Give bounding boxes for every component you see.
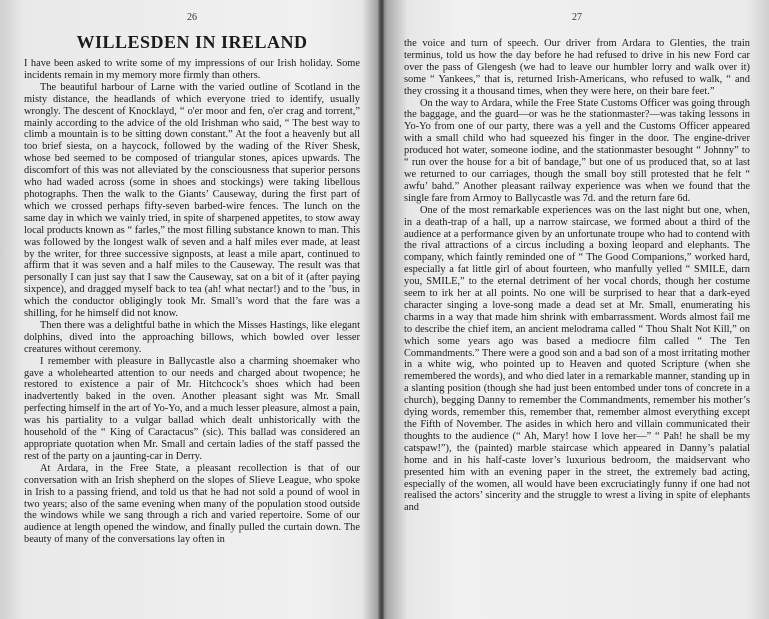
right-page	[404, 0, 750, 619]
article-title: WILLESDEN IN IRELAND	[76, 32, 308, 52]
page-number-left: 26	[187, 12, 197, 23]
paragraph: I remember with pleasure in Ballycastle also a charming shoemaker who gave a wholehearted attention to our needs and charged about twopence; he restored to existence a pair of Mr. Hitchcock’s shoes which had been inadvertently baked in the oven. Another pleasant sight was Mr. Small perfecting himself in the art of Yo-Yo, and a much lesser pleasure, almost a pain, was his partiality to a vulgar ballad which dealt unhistorically with the household of the “ King of Caractacus” (sic). This ballad was considered an appropriate quotation when Mr. Small and certain ladies of the staff passed the rest of the party on a jaunting-car in Derry.	[24, 355, 360, 462]
page-number-right: 27	[572, 12, 582, 23]
paragraph: The beautiful harbour of Larne with the varied outline of Scotland in the misty distance, the headlands of which everyone tried to identify, usually wrongly. The descent of Knocklayd, “ o'er moor and fen, o'er crag and torrent,” mainly according to the advice of the old Irishman who said, “ The best way to climb a mountain is to be sitting down constant.” At the foot a heavenly but all too brief siesta, on a haycock, followed by the wading of the River Shesk, whose bed seemed to be composed of triangular stones, apices upwards. The discomfort of this was not alleviated by the consciousness that superior persons who had waded across (some in shoes and stockings) were taking libellous photographs. Then the walk to the Giants’ Causeway, during the first part of which we crossed perhaps fifty-seven barbed-wire fences. The lunch on the same day in which we vainly tried, in spite of sharpened appetites, to stow away local products known as “ farles,” the most filling substance known to man. This was followed by the longest walk of seven and a half miles ever made, at least by the writer, for three successive signposts, at least a mile apart, continued to affirm that it was seven and a half miles to the Causeway. The result was that personally I can just say that I saw the Causeway, sat on a bit of it (after paying sixpence), and dragged myself back to tea (ah! what nectar!) and to the ’bus, in which the conductor obligingly took Mr. Small’s word that the fare was a shilling, for he himself did not know.	[24, 81, 360, 320]
paragraph: At Ardara, in the Free State, a pleasant recollection is that of our conversation with an Irish shepherd on the slopes of Slieve League, who spoke in Irish to a passing friend, and told us that he had not sold a pound of wool in two years; also of the same evening when many of the population stood outside the windows while we sang through a rich and varied repertoire. Some of our audience at length opened the window, and finally pulled the curtain down. The beauty of many of the conversations lay often in	[24, 462, 360, 546]
paragraph: the voice and turn of speech. Our driver from Ardara to Glenties, the train terminus, told us how the day before he had refused to drive in his new Ford car over the pass of Glengesh (we had to leave our humbler lorry and walk over it) some “ Yankees,” that is, returned Irish-Americans, who refused to walk, “ and they crossing it a thousand times, when they were here, on their bare feet.”	[404, 38, 750, 97]
paragraph: One of the most remarkable experiences was on the last night but one, when, in a death-trap of a hall, up a narrow staircase, we formed about a third of the audience at a performance given by an unfortunate troupe who had to contend with the rival attractions of a circus including a boxing leopard and elephants. The company, which faintly reminded one of “ The Good Companions,” worked hard, especially a fat little girl of about fourteen, who manfully yelled “ SMILE, darn you, SMILE,” to the eternal detriment of her vocal chords, though her costume seem to irk her at all points. No one will be surprised to hear that a dark-eyed character singing a love-song made a dead set at Mr. Small, enumerating his charms in a way that made him shrink with embarrassment. Words almost fail me to describe the chief item, an ancient melodrama called “ Thou Shalt Not Kill,” on which some years ago was based a mediocre film called “ The Ten Commandments.” There were a good son and a bad son of a most irritating mother in a white wig, who pointed up to Heaven and quoted Scripture (when she remembered the words), and who died later in a remarkable manner, standing up in a slanting position (though she had just been entombed under tons of concrete in a church), begging Danny to remember the Commandments, remember his mother’s dying words, remember this, remember that, remember almost everything except the Fifth of November. The asides in which hero and villain communicated their thoughts to the audience (“ Ah, Mary! how I love her—” “ Pah! he shall be my catspaw!”), the (painted) marble staircase which appeared in Danny’s palatial home and in his half-caste lover’s luxurious bedroom, the maidservant who presented him with an evening paper in the street, the extremely bad acting, especially of the women, all would have been excruciatingly funny if one had not realised the actors’ sincerity and the struggle to wrest a living in spite of elephants and	[404, 204, 750, 514]
left-page	[24, 0, 360, 619]
paragraph: I have been asked to write some of my impressions of our Irish holiday. Some incidents remain in my memory more firmly than others.	[24, 58, 360, 81]
right-page-body	[404, 38, 750, 514]
paragraph: Then there was a delightful bathe in which the Misses Hastings, like elegant dolphins, dived into the approaching billows, which bowled over lesser creatures without ceremony.	[24, 319, 360, 355]
book-gutter	[378, 0, 384, 619]
left-page-body	[24, 58, 360, 546]
paragraph: On the way to Ardara, while the Free State Customs Officer was going through the baggage, and the guard—or was he the stationmaster?—was taking lessons in Yo-Yo from one of our party, there was a yell and the Customs Officer appeared with a small child who had squeezed his finger in the door. The engine-driver produced hot water, someone iodine, and the stationmaster besought “ Johnny” to “ run over the house for a bit of bandage,” but one of us produced that, so at last we returned to our carriages, though the small boy still protested that he felt “ awfu’ bahd.” Another pleasant railway experience was when we found that the single fare from Armoy to Ballycastle was 7d. and the return fare 6d.	[404, 97, 750, 204]
